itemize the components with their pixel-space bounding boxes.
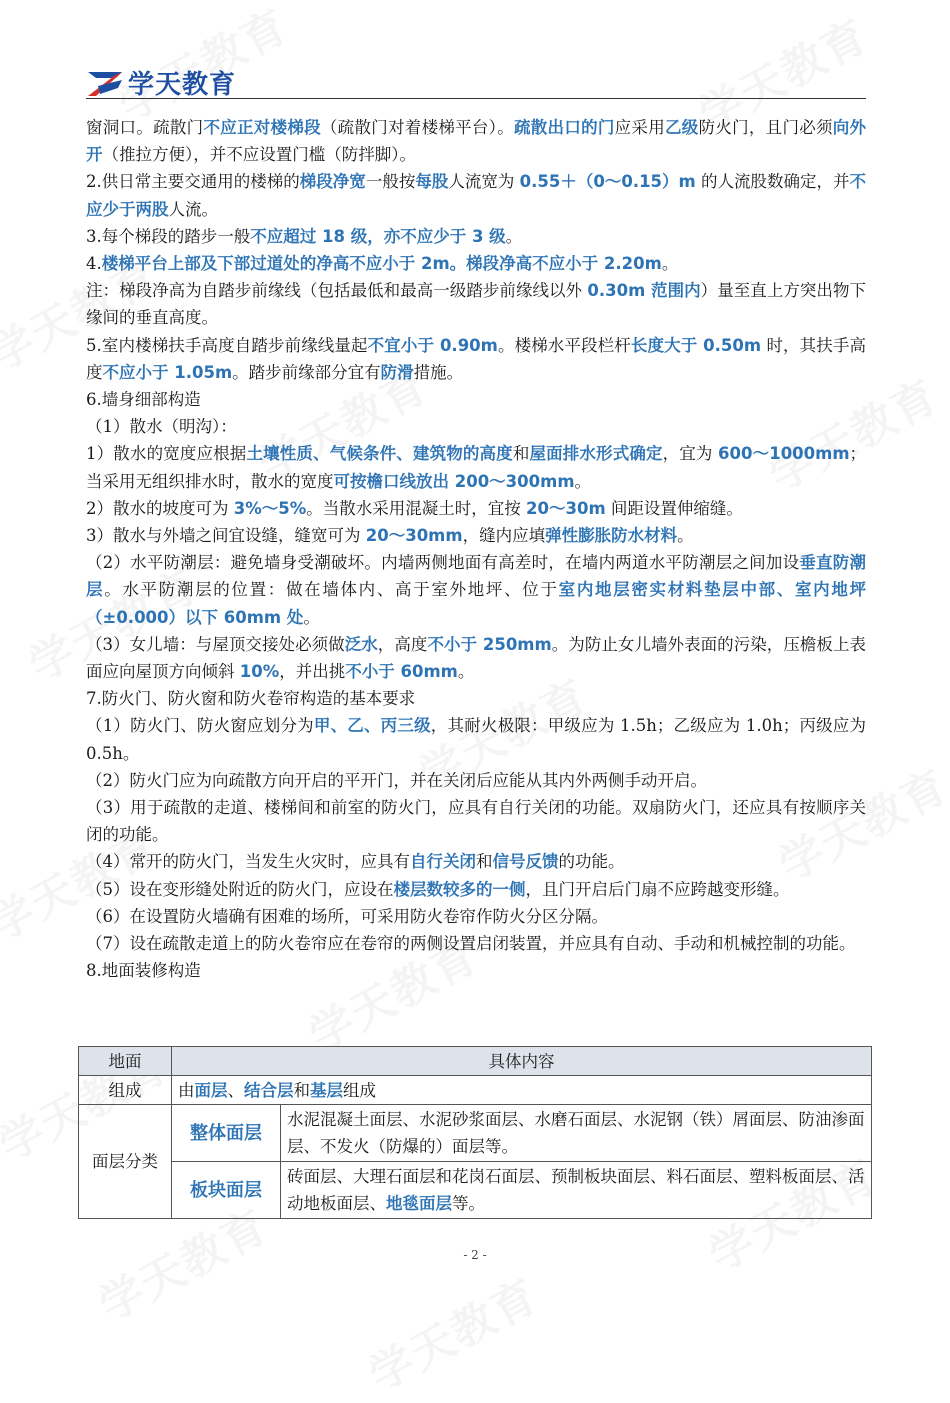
text-run: （7）设在疏散走道上的防火卷帘应在卷帘的两侧设置启闭装置，并应具有自动、手动和机械控制的功能。 — [86, 934, 856, 954]
text-run: 注：梯段净高为自踏步前缘线（包括最低和最高一级踏步前缘线以外 — [86, 281, 588, 301]
text-run: （1）散水（明沟）： — [86, 417, 237, 437]
highlighted-text: 地毯面层 — [386, 1194, 452, 1213]
highlighted-text: 不应超过 18 级，亦不应少于 3 级 — [250, 226, 506, 246]
table-header: 地面 — [79, 1047, 172, 1076]
text-run: 窗洞口。疏散门 — [86, 118, 204, 137]
text-run: 。水平防潮层的位置：做在墙体内、高于室外地坪、位于 — [104, 580, 559, 600]
text-run: 等。 — [452, 1194, 485, 1213]
table-header: 具体内容 — [172, 1047, 872, 1076]
highlighted-text: 垂直防潮层 — [86, 553, 867, 600]
layer-type: 整体面层 — [172, 1105, 281, 1162]
brand-logo-icon — [86, 68, 126, 98]
paragraph — [86, 712, 866, 766]
text-run: 措施。 — [413, 362, 464, 382]
highlighted-text: 信号反馈 — [492, 852, 559, 872]
highlighted-text: 室内地层密实材料垫层中部、室内地坪（±0.000）以下 60mm 处 — [86, 580, 867, 627]
text-run: 3.每个梯段的踏步一般 — [86, 226, 251, 246]
paragraph — [86, 250, 866, 277]
text-run: 间距设置伸缩缝。 — [605, 498, 743, 518]
table-cell — [281, 1105, 872, 1162]
header-divider — [86, 98, 866, 99]
highlighted-text: 甲、乙、丙三级 — [313, 716, 431, 736]
highlighted-text: 不小于 60mm — [345, 662, 458, 682]
highlighted-text: 自行关闭 — [410, 852, 476, 872]
text-run: 2）散水的坡度可为 — [86, 498, 234, 518]
text-run: 。 — [303, 607, 320, 627]
text-run: （2）防火门应为向疏散方向开启的平开门，并在关闭后应能从其内外两侧手动开启。 — [86, 770, 707, 790]
text-run: 的人流股数确定，并 — [695, 172, 850, 192]
paragraph — [86, 903, 866, 930]
highlighted-text: 基层 — [310, 1080, 343, 1100]
paragraph — [86, 168, 866, 222]
paragraph — [86, 223, 866, 250]
layer-type: 板块面层 — [172, 1162, 281, 1219]
highlighted-text: 20～30mm — [365, 526, 463, 546]
highlighted-text: 每股 — [415, 172, 449, 192]
text-run: （推拉方便），并不应设置门槛（防拌脚）。 — [102, 145, 416, 165]
paragraph — [86, 114, 866, 168]
text-run: 应采用 — [614, 118, 665, 137]
text-run: 和 — [476, 852, 493, 872]
brand-name: 学天教育 — [128, 70, 237, 100]
text-run: 4. — [86, 254, 102, 274]
text-run: ，且门开启后门扇不应跨越变形缝。 — [525, 879, 790, 899]
text-run: 7.防火门、防火窗和防火卷帘构造的基本要求 — [86, 689, 416, 709]
highlighted-text: 0.55＋（0～0.15）m — [519, 172, 696, 192]
table-row — [79, 1162, 872, 1219]
highlighted-text: 疏散出口的门 — [513, 118, 615, 137]
table-row-label: 组成 — [79, 1076, 172, 1105]
paragraph — [86, 685, 866, 712]
highlighted-text: 楼层数较多的一侧 — [393, 879, 526, 899]
paragraph — [86, 876, 866, 903]
text-run: 的功能。 — [558, 852, 625, 872]
text-run: ，其耐火极限：甲级应为 1.5h；乙级应为 1.0h；丙级应为 0.5h。 — [86, 716, 867, 763]
highlighted-text: 600～1000mm — [717, 444, 850, 464]
text-run: 、 — [227, 1080, 244, 1100]
paragraph — [86, 767, 866, 794]
text-run: 和 — [293, 1080, 310, 1100]
text-run: （3）女儿墙：与屋顶交接处必须做 — [86, 634, 345, 654]
text-run: 。为防止女儿墙外表面的污染，压檐板上表面应向屋顶方向倾斜 — [86, 634, 867, 682]
text-run: 。 — [661, 254, 679, 274]
text-run: 一般按 — [365, 172, 416, 192]
text-run: 5.室内楼梯扶手高度自踏步前缘线量起 — [86, 335, 368, 355]
highlighted-text: 乙级 — [665, 118, 699, 137]
paragraph — [86, 522, 866, 549]
table-row — [79, 1105, 872, 1162]
text-run: 。 — [677, 526, 694, 546]
highlighted-text: 3%～5% — [233, 498, 307, 518]
paragraph — [86, 848, 866, 875]
paragraph — [86, 332, 866, 386]
paragraph — [86, 495, 866, 522]
paragraph — [86, 440, 866, 494]
highlighted-text: 面层 — [194, 1080, 228, 1100]
highlighted-text: 不应正对楼梯段 — [203, 118, 321, 137]
text-run: （1）防火门、防火窗应划分为 — [86, 716, 314, 736]
text-run: 1）散水的宽度应根据 — [86, 444, 247, 464]
text-run: 时，其扶手高度 — [86, 335, 867, 382]
document-body — [86, 114, 866, 985]
paragraph — [86, 277, 866, 331]
highlighted-text: 弹性膨胀防水材料 — [545, 526, 678, 546]
text-run: （3）用于疏散的走道、楼梯间和前室的防火门，应具有自行关闭的功能。双扇防火门，还应具有按顺序关闭的功能。 — [86, 798, 866, 845]
paragraph — [86, 957, 866, 984]
highlighted-text: 不小于 250mm — [427, 634, 552, 654]
highlighted-text: 结合层 — [244, 1080, 294, 1100]
watermark — [356, 1261, 549, 1403]
highlighted-text: 不应小于 1.05m — [102, 362, 233, 382]
text-run: ）量至直上方突出物下缘间的垂直高度。 — [86, 281, 866, 328]
highlighted-text: 10% — [239, 662, 280, 682]
paragraph — [86, 631, 866, 685]
text-run: 人流。 — [168, 199, 218, 219]
highlighted-text: 楼梯平台上部及下部过道处的净高不应小于 2m。梯段净高不应小于 2.20m — [101, 254, 662, 274]
table-cell — [172, 1076, 872, 1105]
text-run: （6）在设置防火墙确有困难的场所，可采用防火卷帘作防火分区分隔。 — [86, 906, 608, 926]
text-run: 6.墙身细部构造 — [86, 390, 201, 410]
paragraph — [86, 930, 866, 957]
highlighted-text: 不应少于两股 — [86, 172, 867, 219]
text-run: 。 — [505, 226, 523, 246]
text-run: 人流宽为 — [448, 172, 520, 192]
highlighted-text: 泛水 — [344, 634, 378, 654]
text-run: （疏散门对着楼梯平台）。 — [320, 118, 514, 137]
text-run: 。 — [574, 471, 592, 491]
highlighted-text: 土壤性质、气候条件、建筑物的高度 — [246, 444, 513, 464]
text-run: 组成 — [343, 1080, 376, 1100]
paragraph — [86, 413, 866, 440]
text-run: 水泥混凝土面层、水泥砂浆面层、水磨石面层、水泥钢（铁）屑面层、防油渗面层、不发火（防爆的）面层等。 — [287, 1110, 865, 1156]
text-run: 。 — [457, 662, 475, 682]
highlighted-text: 向外开 — [86, 118, 867, 165]
text-run: 砖面层、大理石面层和花岗石面层、预制板块面层、料石面层、塑料板面层、活动地板面层、 — [287, 1167, 865, 1213]
table-row — [79, 1076, 872, 1105]
paragraph — [86, 386, 866, 413]
highlighted-text: 20～30m — [526, 498, 606, 518]
table-row-label: 面层分类 — [79, 1105, 172, 1219]
highlighted-text: 不宜小于 0.90m — [367, 335, 498, 355]
highlighted-text: 屋面排水形式确定 — [529, 444, 663, 464]
text-run: ，高度 — [377, 634, 428, 654]
page-number: - 2 - — [463, 1248, 487, 1262]
text-run: ，并出挑 — [279, 662, 346, 682]
text-run: 3）散水与外墙之间宜设缝，缝宽可为 — [86, 526, 366, 546]
highlighted-text: 0.30m 范围内 — [587, 281, 701, 301]
table-header-row — [79, 1047, 872, 1076]
text-run: ，宜为 — [662, 444, 718, 464]
text-run: ，缝内应填 — [462, 526, 546, 546]
highlighted-text: 可按檐口线放出 200～300mm — [333, 471, 575, 491]
text-run: （5）设在变形缝处附近的防火门，应设在 — [86, 879, 394, 899]
paragraph — [86, 794, 866, 848]
floor-decoration-table — [78, 1046, 872, 1219]
highlighted-text: 防滑 — [380, 362, 414, 382]
table-cell — [281, 1162, 872, 1219]
text-run: 防火门，且门必须 — [698, 118, 833, 137]
text-run: （2）水平防潮层：避免墙身受潮破坏。内墙两侧地面有高差时，在墙内两道水平防潮层之间加设 — [86, 553, 800, 573]
text-run: 和 — [512, 444, 530, 464]
text-run: 由 — [178, 1080, 195, 1100]
text-run: ；当采用无组织排水时，散水的宽度 — [86, 444, 867, 491]
text-run: 。楼梯水平段栏杆 — [497, 335, 631, 355]
highlighted-text: 长度大于 0.50m — [630, 335, 762, 355]
paragraph — [86, 549, 866, 631]
text-run: 2.供日常主要交通用的楼梯的 — [86, 172, 300, 192]
highlighted-text: 梯段净宽 — [299, 172, 366, 192]
text-run: 。当散水采用混凝土时，宜按 — [306, 498, 527, 518]
text-run: 。踏步前缘部分宜有 — [232, 362, 381, 382]
text-run: （4）常开的防火门，当发生火灾时，应具有 — [86, 852, 410, 872]
text-run: 8.地面装修构造 — [86, 961, 201, 981]
page-header — [86, 62, 866, 102]
